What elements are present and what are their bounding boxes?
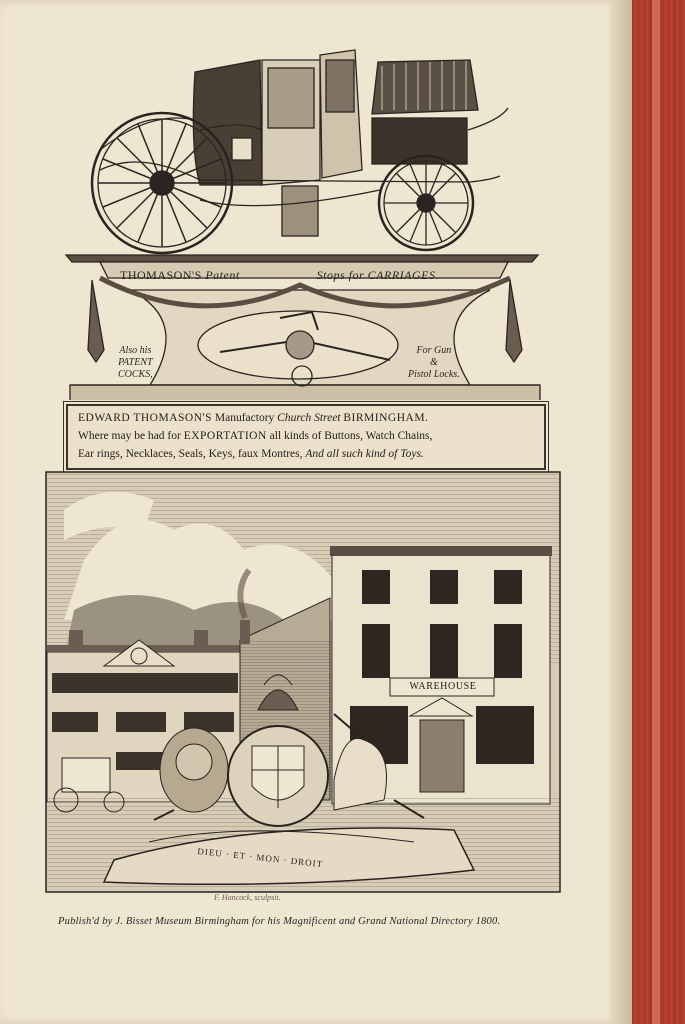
cartouche-line-1: EDWARD THOMASON'S Manufactory Church Street BIRMINGHAM. [78, 412, 429, 424]
advertisement-cartouche [66, 404, 546, 470]
publication-caption: Publish'd by J. Bisset Museum Birmingham for his Magnificent and Grand National Directory 1800. [58, 916, 501, 927]
cover-edge [652, 0, 660, 1024]
warehouse-sign: WAREHOUSE [409, 681, 477, 692]
carriage-illustration [0, 0, 610, 400]
stops-title: THOMASON'S Patent Stops for CARRIAGES. [120, 268, 439, 282]
patent-cocks-text: Also his PATENT COCKS, [118, 345, 153, 380]
engraver-credit: F. Hancock, sculpsit. [214, 893, 281, 902]
cartouche-line-2: Where may be had for EXPORTATION all kinds of Buttons, Watch Chains, [78, 430, 433, 442]
page-edges [610, 0, 632, 1024]
royal-motto: DIEU · ET · MON · DROIT [196, 846, 324, 870]
gun-locks-text: For Gun & Pistol Locks. [408, 345, 460, 380]
cartouche-line-3: Ear rings, Necklaces, Seals, Keys, faux Montres, And all such kind of Toys. [78, 448, 424, 460]
